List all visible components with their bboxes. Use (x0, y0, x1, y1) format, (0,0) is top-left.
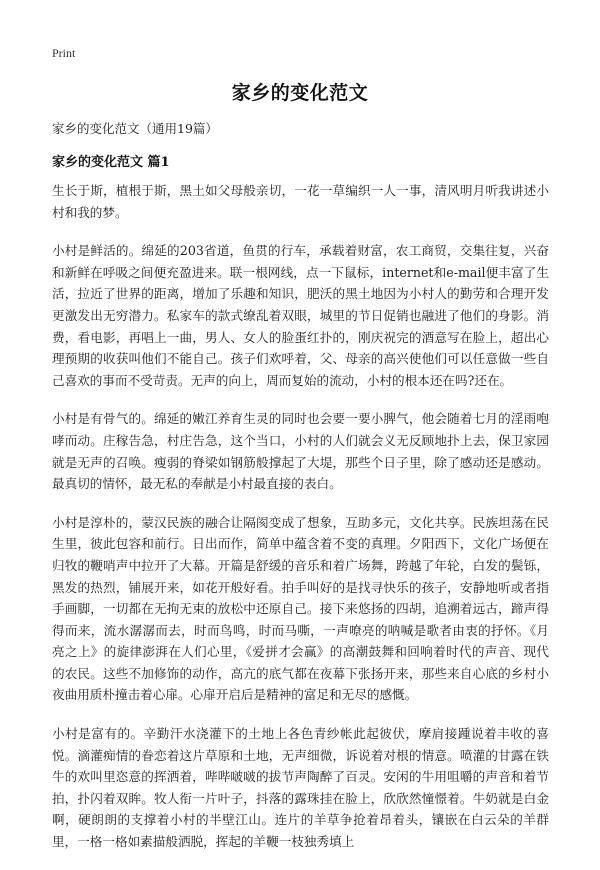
section-heading: 家乡的变化范文 篇1 (52, 155, 170, 170)
paragraph-vibrant: 小村是鲜活的。绵延的203省道，鱼贯的行车，承载着财富，农工商贸，交集往复，兴奋和新鲜在呼吸之间便充盈进来。联一根网线，点一下鼠标，internet和e-mail便丰富了生活，拉近了世界的距离，增加了乐趣和知识，肥沃的黑土地因为小村人的勤劳和合理开发更激发出无穷潜力。私家车的款式缭乱着双眼，城里的节日促销也融进了他们的身影。消费，看电影，再唱上一曲，男人、女人的脸蛋红扑的，刚庆祝完的酒意写在脸上，超出心理预期的收获叫他们不能自己。孩子们欢呼着，父、母亲的高兴使他们可以任意做一些自己喜欢的事而不受苛责。无声的向上，周而复始的流动，小村的根本还在吗?还在。 (52, 243, 549, 388)
paragraph-intro: 生长于斯，植根于斯，黑土如父母般亲切，一花一草编织一人一事，清风明月听我讲述小村和我的梦。 (52, 183, 549, 220)
paragraph-simple: 小村是淳朴的，蒙汉民族的融合让隔阂变成了想象，互助多元，文化共享。民族坦荡在民生里，彼此包容和前行。日出而作，简单中蕴含着不变的真理。夕阳西下，文化广场便在归牧的鞭哨声中拉开了大幕。开篇是舒缓的音乐和着广场舞，跨越了年轮，白发的鬓铄，黑发的热烈，铺展开来，如花开般好看。拍手叫好的是找寻快乐的孩子，安静地听或者指手画脚，一切都在无拘无束的放松中还原自己。接下来悠扬的四胡，追溯着远古，蹄声得得而来，流水潺潺而去，时而鸟鸣，时而马嘶，一声嘹亮的呐喊是歌者由衷的抒怀。《月亮之上》的旋律澎湃在人们心里，《爱拼才会赢》的高潮鼓舞和回响着时代的声音、现代的农民。这些不加修饰的动作，高亢的底气都在夜幕下张扬开来，那些来自心底的乡村小夜曲用质朴撞击着心扉。心扉开启后是精神的富足和无尽的感慨。 (52, 514, 549, 703)
paragraph-wealthy: 小村是富有的。辛勤汗水浇灌下的土地上各色青纱帐此起彼伏，摩肩接踵说着丰收的喜悦。滴灌痴情的眷恋着这片草原和土地，无声细微，诉说着对根的情意。喷灌的甘露在铁牛的欢叫里恣意的挥洒着，哔哔啵啵的拔节声陶醉了百灵。安闲的牛用咀嚼的声音和着节拍，扑闪着双眸。牧人衔一片叶子，抖落的露珠挂在脸上，欣欣然憧憬着。牛奶就是白金啊，硬朗朗的支撑着小村的半壁江山。连片的羊草争抢着昂着头，镶嵌在白云朵的羊群里，一格一格如素描般洒脱，挥起的羊鞭一枝独秀填上 (52, 726, 549, 850)
document-body (52, 180, 549, 870)
print-label: Print (52, 46, 76, 60)
paragraph-backbone: 小村是有骨气的。绵延的嫩江养育生灵的同时也会要一要小脾气，他会随着七月的淫雨咆哮而动。庄稼告急，村庄告急，这个当口，小村的人们就会义无反顾地扑上去，保卫家园就是无声的召唤。瘦弱的脊梁如钢筋般撑起了大堤，那些个日子里，除了感动还是感动。最真切的情怀，最无私的奉献是小村最直接的表白。 (52, 411, 549, 492)
document-title: 家乡的变化范文 (231, 82, 369, 104)
document-subtitle: 家乡的变化范文（通用19篇） (52, 121, 218, 136)
